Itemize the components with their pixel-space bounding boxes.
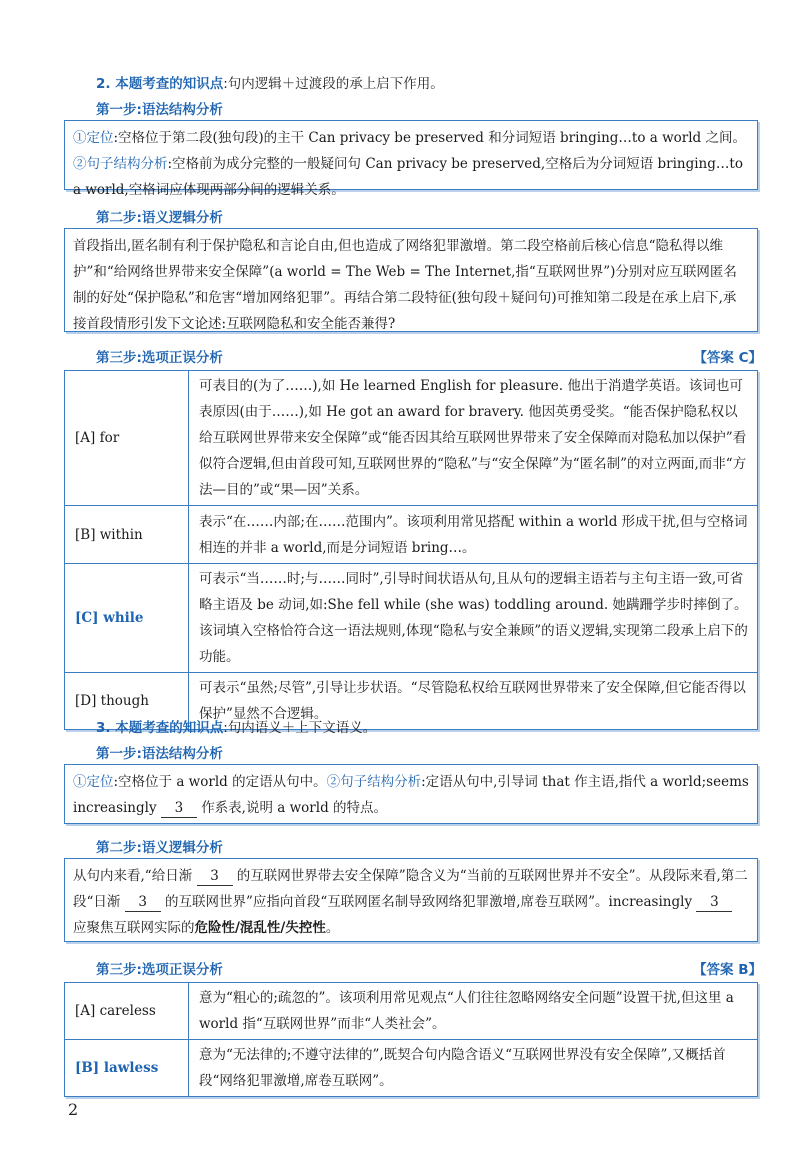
q3-step1-label2: ②句子结构分析 (326, 774, 422, 790)
q2-step1-box (64, 120, 758, 198)
page-number: 2 (68, 1100, 79, 1119)
q2-option-b-label: [B] within (65, 506, 189, 564)
q2-number: 2. 本题考查的知识点 (96, 76, 224, 92)
q2-option-d-text: 可表示“虽然;尽管”,引导让步状语。“尽管隐私权给互联网世界带来了安全保障,但它能否得以保护”显然不合逻辑。 (189, 673, 758, 730)
q3-number: 3. 本题考查的知识点 (96, 720, 224, 736)
q2-option-c-text: 可表示“当……时;与……同时”,引导时间状语从句,且从句的逻辑主语若与主句主语一致,可省略主语及 be 动词,如:She fell while (she was) toddling around. 她蹒跚学步时摔倒了。该词填入空格恰符合这一语法规则,体现“隐私与安全兼顾”的语义逻辑,实现第二段承上启下的功能。 (189, 564, 758, 673)
q2-option-a-text: 可表目的(为了……),如 He learned English for pleasure. 他出于消遣学英语。该词也可表原因(由于……),如 He got an award for bravery. 他因英勇受奖。“能否保护隐私权以给互联网世界带来安全保障”或“能否因其给互联网世界带来了安全保障而对隐私加以保护”看似符合逻辑,但由首段可知,互联网世界的“隐私”与“安全保障”为“匿名制”的对立两面,而非“方法—目的”或“果—因”关系。 (189, 371, 758, 506)
q2-topic: :句内逻辑＋过渡段的承上启下作用。 (223, 76, 444, 92)
q3-step1-label1: ①定位 (73, 774, 114, 790)
q3-options-table (64, 982, 758, 1097)
q3-step2-part-c: 的互联网世界”应指向首段“互联网匿名制导致网络犯罪激增,席卷互联网”。increasingly (165, 894, 693, 910)
q3-step2-part-d: 应聚焦互联网实际的 (73, 920, 195, 936)
q3-step1-title: 第一步:语法结构分析 (96, 746, 223, 762)
q2-option-b-text: 表示“在……内部;在……范围内”。该项利用常见搭配 within a world 形成干扰,但与空格词相连的并非 a world,而是分词短语 bring…。 (189, 506, 758, 564)
q3-step1-text2b: 作系表,说明 a world 的特点。 (201, 800, 387, 816)
blank-3: 3 (161, 799, 197, 818)
q2-answer: 【答案 C】 (693, 350, 762, 366)
q3-step2-end: 。 (325, 920, 340, 936)
q3-topic: :句内语义＋上下文语义。 (223, 720, 377, 736)
q2-step1-label2: ②句子结构分析 (73, 156, 168, 172)
q2-option-c-label: [C] while (65, 564, 189, 673)
q3-step2-box (64, 858, 758, 942)
q3-step2-part-b: 的互联网世界带去安全保障”隐含义为“当前的互联网世界并不安全”。从段际来看,第二段“日渐 (73, 868, 748, 910)
q3-option-b-label: [B] lawless (65, 1040, 189, 1097)
blank-3: 3 (197, 867, 233, 886)
table-row (65, 506, 758, 564)
q2-option-a-label: [A] for (65, 371, 189, 506)
q3-step3-title: 第三步:选项正误分析 (96, 962, 223, 978)
q3-step2-title: 第二步:语义逻辑分析 (96, 840, 223, 856)
blank-3: 3 (696, 893, 732, 912)
table-row (65, 983, 758, 1040)
q2-step2-text: 首段指出,匿名制有利于保护隐私和言论自由,但也造成了网络犯罪激增。第二段空格前后核心信息“隐私得以维护”和“给网络世界带来安全保障”(a world = The Web = The Internet,指“互联网世界”)分别对应互联网匿名制的好处“保护隐私”和危害“增加网络犯罪”。再结合第二段特征(独句段＋疑问句)可推知第二段是在承上启下,承接首段情形引发下文论述:互联网隐私和安全能否兼得? (73, 238, 737, 332)
q2-step1-text1: :空格位于第二段(独句段)的主干 Can privacy be preserved 和分词短语 bringing…to a world 之间。 (113, 130, 746, 146)
table-row (65, 371, 758, 506)
q2-option-d-label: [D] though (65, 673, 189, 730)
q3-option-a-text: 意为“粗心的;疏忽的”。该项利用常见观点“人们往往忽略网络安全问题”设置干扰,但这里 a world 指“互联网世界”而非“人类社会”。 (189, 983, 758, 1040)
q3-step1-text1: :空格位于 a world 的定语从句中。 (113, 774, 327, 790)
q2-step2-box (64, 228, 758, 332)
q3-step2-emphasis: 危险性/混乱性/失控性 (194, 920, 326, 936)
q3-step1-text2a: :定语从句中,引导词 that 作主语,指代 a world;seems increasingly (73, 774, 749, 816)
q3-option-b-text: 意为“无法律的;不遵守法律的”,既契合句内隐含语义“互联网世界没有安全保障”,又概括首段“网络犯罪激增,席卷互联网”。 (189, 1040, 758, 1097)
q2-step2-title: 第二步:语义逻辑分析 (96, 210, 223, 226)
table-row (65, 564, 758, 673)
q3-answer: 【答案 B】 (693, 962, 762, 978)
q2-options-table (64, 370, 758, 730)
q3-step1-box (64, 764, 758, 824)
q2-step1-label1: ①定位 (73, 130, 114, 146)
table-row (65, 1040, 758, 1097)
q2-step3-title: 第三步:选项正误分析 (96, 350, 223, 366)
blank-3: 3 (125, 893, 161, 912)
q2-step1-title: 第一步:语法结构分析 (96, 102, 223, 118)
q2-step1-text2: :空格前为成分完整的一般疑问句 Can privacy be preserved,空格后为分词短语 bringing…to a world,空格词应体现两部分间的逻辑关系。 (73, 156, 743, 198)
q3-heading (96, 716, 376, 736)
q3-step2-part-a: 从句内来看,“给日渐 (73, 868, 193, 884)
q2-heading (96, 72, 444, 92)
q3-option-a-label: [A] careless (65, 983, 189, 1040)
